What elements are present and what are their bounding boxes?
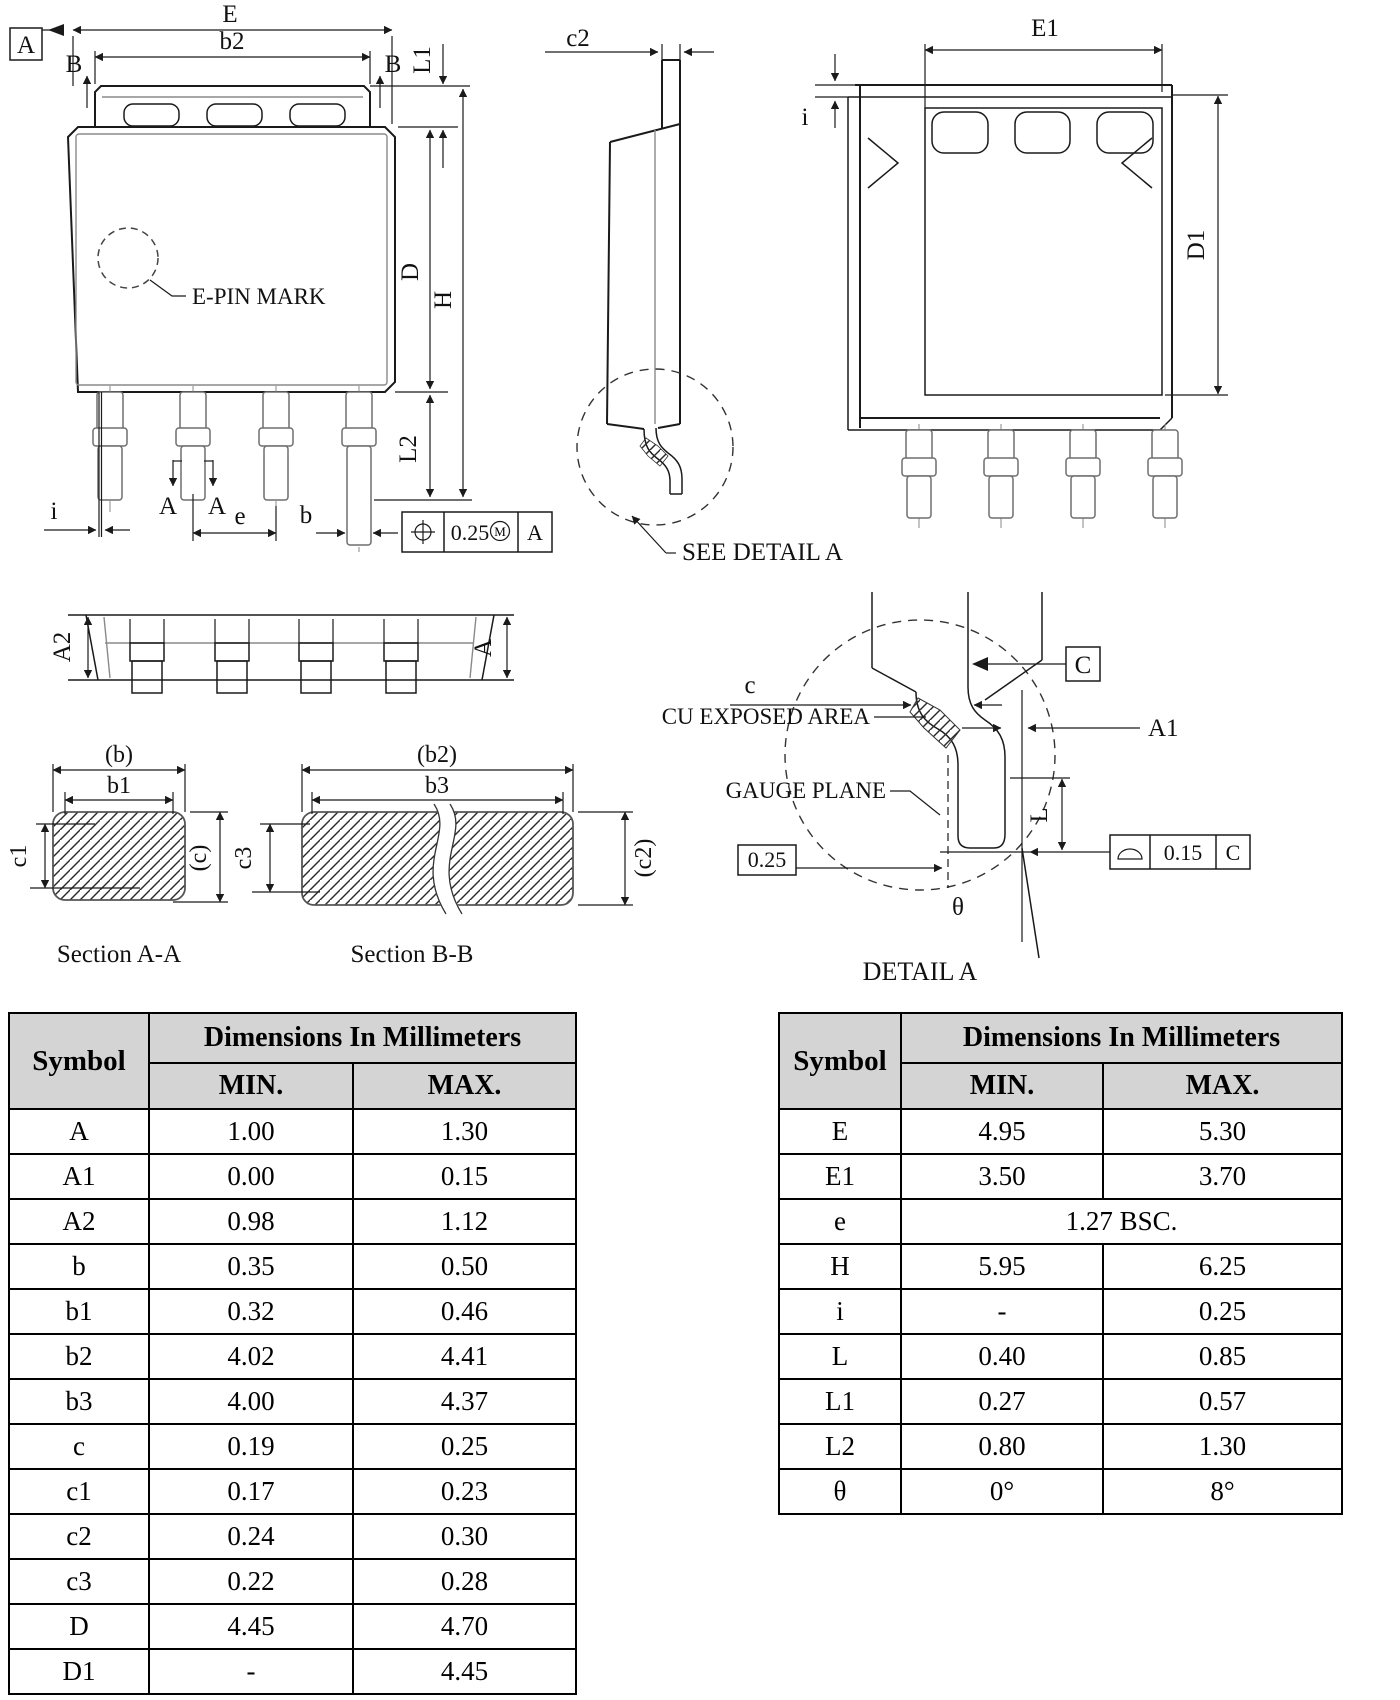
dim-L2: L2 <box>395 435 422 463</box>
cell-symbol: L1 <box>779 1379 901 1424</box>
max-header: MAX. <box>353 1063 576 1109</box>
cell-min: 1.00 <box>149 1109 353 1154</box>
cell-symbol: b3 <box>9 1379 149 1424</box>
cell-symbol: E1 <box>779 1154 901 1199</box>
detail-a-caption: DETAIL A <box>862 957 978 986</box>
section-bb <box>231 742 657 968</box>
package-tab <box>95 86 370 126</box>
cell-max: 0.15 <box>353 1154 576 1199</box>
seating-fcf-value: 0.15 <box>1163 840 1203 865</box>
cell-symbol: A1 <box>9 1154 149 1199</box>
datum-a-label: A <box>16 32 36 59</box>
cell-symbol: E <box>779 1109 901 1154</box>
table-row <box>779 1154 1342 1199</box>
cell-max: 0.28 <box>353 1559 576 1604</box>
back-body <box>848 85 1172 430</box>
cell-min: 0.00 <box>149 1154 353 1199</box>
dim-A1: A1 <box>1148 715 1179 742</box>
datum-arrow-icon <box>972 657 988 671</box>
cell-symbol: c2 <box>9 1514 149 1559</box>
table-row <box>779 1289 1342 1334</box>
cell-min: 0.32 <box>149 1289 353 1334</box>
table-row <box>9 1514 576 1559</box>
table-row <box>779 1109 1342 1154</box>
max-header: MAX. <box>1103 1063 1342 1109</box>
table-row <box>779 1334 1342 1379</box>
dimension-table-right <box>778 1012 1343 1515</box>
table-row <box>9 1154 576 1199</box>
cell-min: - <box>149 1649 353 1694</box>
table-row <box>9 1604 576 1649</box>
cell-symbol: D <box>9 1604 149 1649</box>
section-mark-A-right: A <box>207 493 227 520</box>
cell-symbol: e <box>779 1199 901 1244</box>
exposed-pad <box>925 108 1162 395</box>
cell-max: 1.30 <box>1103 1424 1342 1469</box>
cell-min: 4.02 <box>149 1334 353 1379</box>
section-mark-B-left: B <box>65 51 83 78</box>
seating-fcf-datum: C <box>1225 840 1241 865</box>
dim-b3: b3 <box>425 773 449 799</box>
cell-max: 1.12 <box>353 1199 576 1244</box>
tab-hole <box>932 112 988 153</box>
dim-b2-ref: (b2) <box>417 742 457 768</box>
section-mark-A-left: A <box>158 493 178 520</box>
dim-D1: D1 <box>1183 229 1210 261</box>
cell-min: 4.45 <box>149 1604 353 1649</box>
basic-dim-0_25: 0.25 <box>747 847 787 872</box>
cell-max: 4.70 <box>353 1604 576 1649</box>
dim-theta: θ <box>952 894 964 921</box>
cell-symbol: b <box>9 1244 149 1289</box>
cell-min: 4.95 <box>901 1109 1103 1154</box>
cell-max: 0.85 <box>1103 1334 1342 1379</box>
table-row <box>779 1469 1342 1514</box>
cell-symbol: b2 <box>9 1334 149 1379</box>
back-view-drawing <box>790 0 1240 560</box>
cell-max: 4.37 <box>353 1379 576 1424</box>
sections-drawing <box>6 700 690 1000</box>
cell-max: 8° <box>1103 1469 1342 1514</box>
table-row <box>9 1649 576 1694</box>
cell-min: 0° <box>901 1469 1103 1514</box>
cell-symbol: c <box>9 1424 149 1469</box>
cell-max: 6.25 <box>1103 1244 1342 1289</box>
seating-plane-tolerance-frame <box>1030 835 1250 869</box>
datum-c-label: C <box>1074 652 1092 679</box>
lead-bend-hatch <box>640 438 668 466</box>
cell-symbol: H <box>779 1244 901 1289</box>
dim-i-back: i <box>801 104 809 131</box>
dim-E: E <box>222 1 238 28</box>
table-row <box>9 1559 576 1604</box>
section-aa <box>6 742 228 968</box>
position-symbol-icon <box>411 520 435 544</box>
tab-hole <box>1097 112 1153 153</box>
cell-min: 0.17 <box>149 1469 353 1514</box>
bottom-view-drawing <box>10 545 540 725</box>
pin1-mark-circle <box>98 228 158 288</box>
cell-max: 4.41 <box>353 1334 576 1379</box>
leads-back <box>902 424 1182 528</box>
cell-min: 3.50 <box>901 1154 1103 1199</box>
section-mark-B-right: B <box>384 51 402 78</box>
cell-max: 0.25 <box>353 1424 576 1469</box>
min-header: MIN. <box>901 1063 1103 1109</box>
cell-min: 0.80 <box>901 1424 1103 1469</box>
tab-hole <box>1015 112 1070 153</box>
cell-min: 0.24 <box>149 1514 353 1559</box>
dim-c3: c3 <box>231 846 257 870</box>
cu-exposed-hatch <box>910 698 960 748</box>
table-row <box>779 1199 1342 1244</box>
gauge-plane-label: GAUGE PLANE <box>725 778 886 803</box>
cell-max: 1.30 <box>353 1109 576 1154</box>
table-row <box>9 1469 576 1514</box>
cell-symbol: b1 <box>9 1289 149 1334</box>
front-view-drawing <box>0 0 560 560</box>
cell-max: 0.25 <box>1103 1289 1342 1334</box>
table-row <box>779 1424 1342 1469</box>
cell-symbol: θ <box>779 1469 901 1514</box>
table-row <box>9 1244 576 1289</box>
symbol-header: Symbol <box>9 1013 149 1109</box>
section-aa-caption: Section A-A <box>56 941 182 968</box>
table-row <box>779 1379 1342 1424</box>
cell-symbol: D1 <box>9 1649 149 1694</box>
dim-c2-ref: (c2) <box>631 838 657 878</box>
dim-b1: b1 <box>107 773 131 799</box>
dim-L-detail: L <box>1026 807 1053 823</box>
cell-max: 0.50 <box>353 1244 576 1289</box>
cu-exposed-label: CU EXPOSED AREA <box>661 704 870 729</box>
see-detail-a-label: SEE DETAIL A <box>682 539 843 566</box>
dim-D: D <box>397 262 424 282</box>
fcf-datum: A <box>527 520 543 545</box>
table-row <box>779 1244 1342 1289</box>
cell-max: 0.30 <box>353 1514 576 1559</box>
detail-boundary-circle <box>785 620 1055 890</box>
dim-c-detail: c <box>744 672 756 699</box>
fcf-modifier: M <box>494 524 506 539</box>
dim-c-ref: (c) <box>186 844 212 872</box>
section-bb-caption: Section B-B <box>350 941 474 968</box>
cell-symbol: i <box>779 1289 901 1334</box>
cell-max: 5.30 <box>1103 1109 1342 1154</box>
cell-min: 0.40 <box>901 1334 1103 1379</box>
dim-b-ref: (b) <box>105 742 133 768</box>
side-profile <box>607 60 682 494</box>
table-row <box>9 1379 576 1424</box>
dim-e-pitch: e <box>234 503 246 530</box>
cell-max: 0.46 <box>353 1289 576 1334</box>
cell-min: - <box>901 1289 1103 1334</box>
cell-min: 0.22 <box>149 1559 353 1604</box>
min-header: MIN. <box>149 1063 353 1109</box>
datum-a-flag <box>10 24 64 60</box>
datum-c-flag <box>972 647 1100 681</box>
cell-symbol: c3 <box>9 1559 149 1604</box>
dimensions-header: Dimensions In Millimeters <box>149 1013 576 1063</box>
dim-i: i <box>50 498 58 525</box>
table-row <box>9 1199 576 1244</box>
dimension-table-left <box>8 1012 577 1695</box>
cell-symbol: c1 <box>9 1469 149 1514</box>
cell-min: 0.27 <box>901 1379 1103 1424</box>
dim-A: A <box>470 638 497 658</box>
table-row <box>9 1334 576 1379</box>
cell-min: 4.00 <box>149 1379 353 1424</box>
cell-symbol: A <box>9 1109 149 1154</box>
dim-A2: A2 <box>49 631 76 663</box>
fcf-value: 0.25 <box>450 520 490 545</box>
dim-c2: c2 <box>566 25 590 52</box>
package-body <box>68 127 395 392</box>
table-row <box>9 1109 576 1154</box>
cell-max: 0.57 <box>1103 1379 1342 1424</box>
cell-min: 0.19 <box>149 1424 353 1469</box>
table-row <box>9 1289 576 1334</box>
cell-symbol: L <box>779 1334 901 1379</box>
dimensions-header: Dimensions In Millimeters <box>901 1013 1342 1063</box>
seating-plane-symbol-icon <box>1118 849 1142 859</box>
cell-max: 4.45 <box>353 1649 576 1694</box>
dim-c1: c1 <box>6 844 32 868</box>
dim-b: b <box>299 502 313 529</box>
symbol-header: Symbol <box>779 1013 901 1109</box>
cell-min: 0.35 <box>149 1244 353 1289</box>
cell-min: 5.95 <box>901 1244 1103 1289</box>
side-notch-left <box>868 138 898 188</box>
cell-span-value: 1.27 BSC. <box>901 1199 1342 1244</box>
side-notch-right <box>1122 138 1152 188</box>
cell-min: 0.98 <box>149 1199 353 1244</box>
dim-b2: b2 <box>219 28 245 55</box>
cell-symbol: A2 <box>9 1199 149 1244</box>
leads-bottom <box>130 619 418 693</box>
cell-symbol: L2 <box>779 1424 901 1469</box>
table-row <box>9 1424 576 1469</box>
pin-mark-label: E-PIN MARK <box>192 284 326 309</box>
dim-H: H <box>430 290 457 310</box>
dim-E1: E1 <box>1031 15 1059 42</box>
cell-max: 3.70 <box>1103 1154 1342 1199</box>
cell-max: 0.23 <box>353 1469 576 1514</box>
detail-a-drawing <box>610 530 1290 1000</box>
dim-L1: L1 <box>409 46 436 74</box>
